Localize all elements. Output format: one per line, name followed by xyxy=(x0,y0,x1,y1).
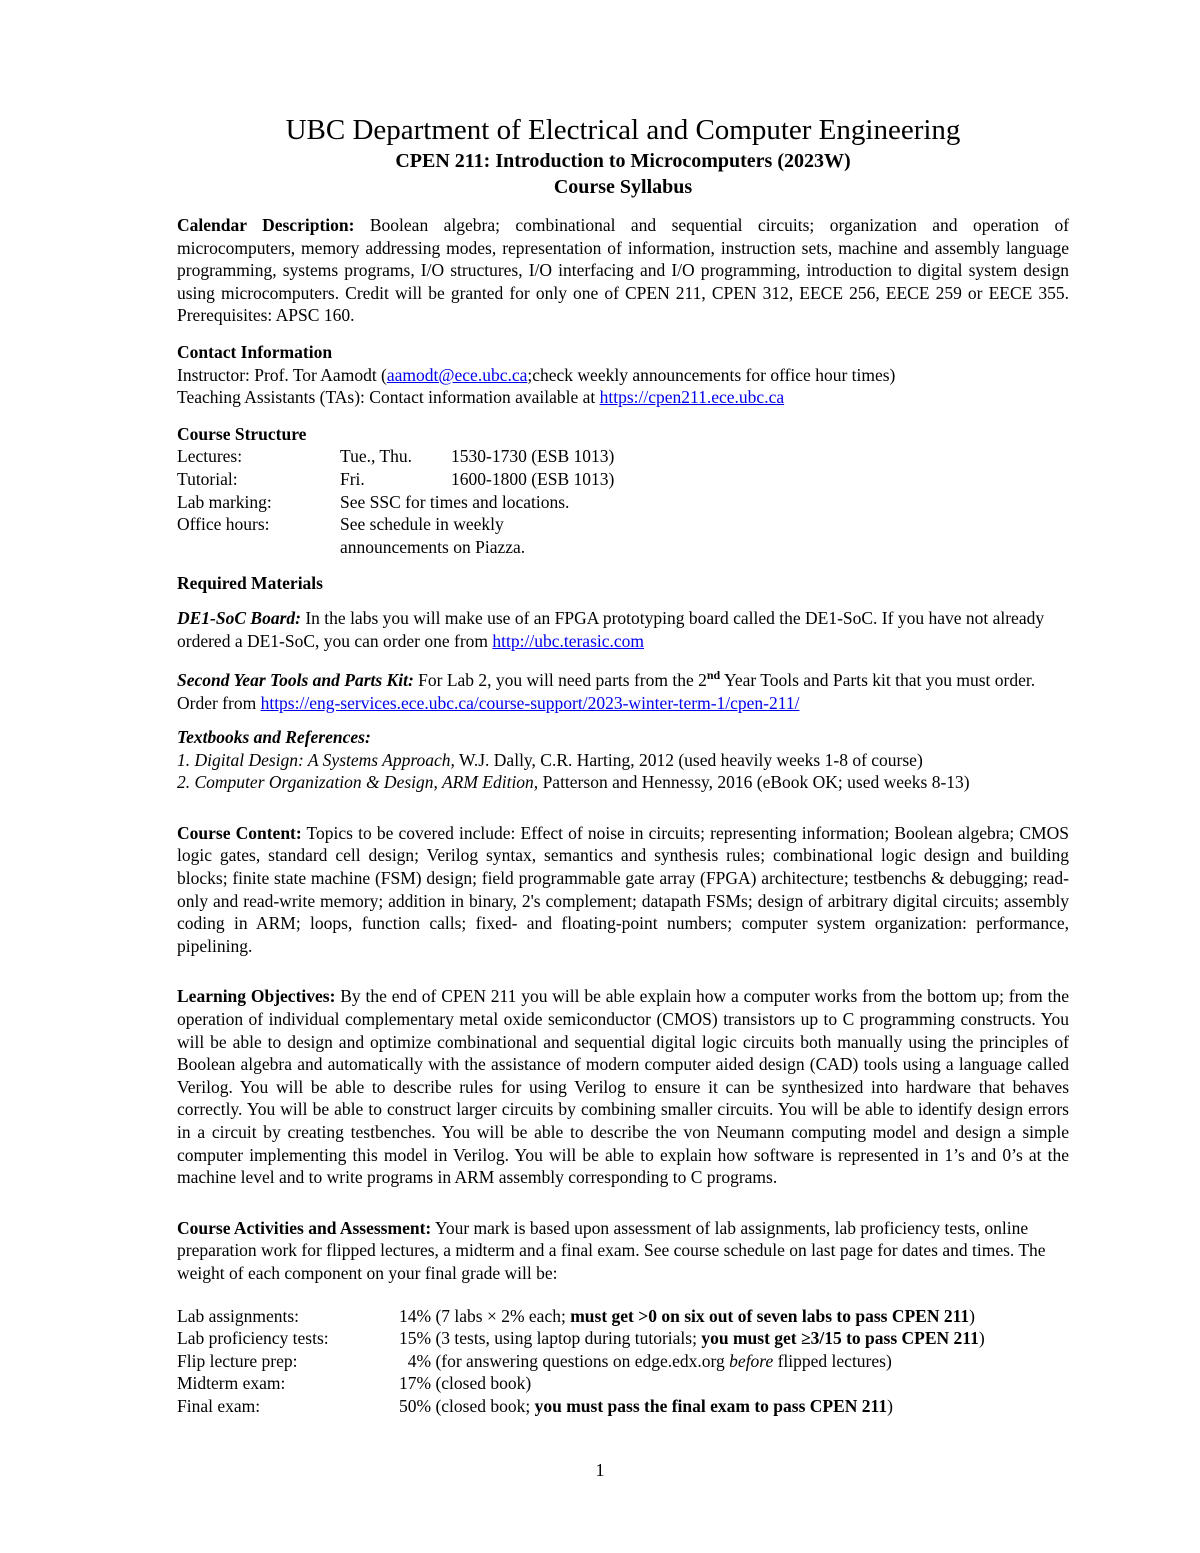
terasic-link[interactable]: http://ubc.terasic.com xyxy=(492,630,645,651)
course-structure-section xyxy=(177,423,1069,559)
structure-days: Tue., Thu. xyxy=(340,446,412,467)
calendar-label: Calendar Description: xyxy=(177,215,355,235)
kit-label: Second Year Tools and Parts Kit: xyxy=(177,669,414,690)
textbooks-paragraph xyxy=(177,726,1069,794)
reference-1-title: 1. Digital Design: A Systems Approach, xyxy=(177,749,455,770)
table-row xyxy=(177,1327,985,1350)
weight-text: 15% (3 tests, using laptop during tutorials; xyxy=(399,1328,702,1349)
structure-label: Office hours: xyxy=(177,514,270,535)
content-text: Topics to be covered include: Effect of noise in circuits; representing information; Boolean algebra; CMOS logic gates, standard cell design; Verilog syntax, semantics and synthesis rules; combinational logic design and building blocks; finite state machine (FSM) design; field programmable gate array (FPGA) architecture; testbenchs & debugging; read-only and read-write memory; addition in binary, 2's complement; datapath FSMs; design of arbitrary digital circuits; assembly coding in ARM; loops, function calls; fixed- and floating-point numbers; computer system organization: performance, pipelining. xyxy=(177,822,1069,956)
table-row xyxy=(177,1350,985,1373)
table-row xyxy=(177,1372,985,1395)
instructor-pre: Instructor: Prof. Tor Aamodt ( xyxy=(177,364,387,385)
board-paragraph xyxy=(177,607,1069,652)
page-number: 1 xyxy=(595,1460,605,1480)
weight-text: 14% (7 labs × 2% each; xyxy=(399,1305,571,1326)
assessment-component: Flip lecture prep: xyxy=(177,1350,298,1371)
assessment-table xyxy=(177,1305,985,1418)
structure-days: See schedule in weekly announcements on Piazza. xyxy=(340,514,526,557)
weight-text: 17% (closed book) xyxy=(399,1373,532,1394)
calendar-description xyxy=(177,214,1069,327)
objectives-label: Learning Objectives: xyxy=(177,986,336,1007)
materials-section xyxy=(177,572,1069,794)
table-row xyxy=(177,491,614,514)
table-row xyxy=(177,513,614,558)
structure-info: 1600-1800 (ESB 1013) xyxy=(451,468,615,489)
weight-tail: ) xyxy=(969,1305,975,1326)
document-subtitle: Course Syllabus xyxy=(553,176,693,198)
structure-days: See SSC for times and locations. xyxy=(340,491,570,512)
structure-heading: Course Structure xyxy=(177,423,307,444)
assessment-weight xyxy=(399,1327,985,1350)
board-text: In the labs you will make use of an FPGA prototyping board called the DE1-SoC. If you have not already ordered a DE1-SoC, you can order one from xyxy=(177,607,1045,651)
table-row xyxy=(177,1395,985,1418)
weight-text: 4% (for answering questions on edge.edx.org xyxy=(399,1350,730,1371)
reference-1-rest: W.J. Dally, C.R. Harting, 2012 (used heavily weeks 1-8 of course) xyxy=(454,749,923,770)
reference-2 xyxy=(177,771,1069,794)
kit-superscript: nd xyxy=(706,668,721,683)
weight-text: 50% (closed book; xyxy=(399,1395,535,1416)
ta-pre: Teaching Assistants (TAs): Contact information available at xyxy=(177,387,600,408)
kit-paragraph xyxy=(177,664,1069,714)
weight-requirement: you must get ≥3/15 to pass CPEN 211 xyxy=(701,1328,979,1349)
weight-tail: ) xyxy=(887,1395,893,1416)
assessment-section xyxy=(177,1217,1069,1285)
ta-line xyxy=(177,386,1069,409)
assessment-component: Midterm exam: xyxy=(177,1373,286,1394)
structure-table xyxy=(177,445,614,558)
reference-1 xyxy=(177,749,1069,772)
assessment-weight xyxy=(399,1350,985,1373)
assessment-component: Final exam: xyxy=(177,1395,261,1416)
syllabus-page xyxy=(177,112,1069,1418)
weight-requirement: must get >0 on six out of seven labs to pass CPEN 211 xyxy=(570,1305,970,1326)
weight-requirement: you must pass the final exam to pass CPEN 211 xyxy=(534,1395,888,1416)
document-title: UBC Department of Electrical and Computer Engineering xyxy=(285,114,961,146)
contact-section xyxy=(177,341,1069,409)
assessment-weight xyxy=(399,1372,985,1395)
instructor-line xyxy=(177,364,1069,387)
table-row xyxy=(177,1305,985,1328)
eng-services-link[interactable]: https://eng-services.ece.ubc.ca/course-support/2023-winter-term-1/cpen-211/ xyxy=(260,692,800,713)
contact-heading: Contact Information xyxy=(177,341,333,362)
calendar-text: Boolean algebra; combinational and sequential circuits; organization and operation of microcomputers, memory addressing modes, representation of information, instruction sets, machine and assembly language programming, systems programs, I/O structures, I/O interfacing and I/O programming, introduction to digital system design using microcomputers. Credit will be granted for only one of CPEN 211, CPEN 312, EECE 256, EECE 259 or EECE 355. Prerequisites: APSC 160. xyxy=(177,215,1070,326)
materials-heading: Required Materials xyxy=(177,573,323,594)
table-row xyxy=(177,468,614,491)
structure-days: Fri. xyxy=(340,468,365,489)
instructor-post: ;check weekly announcements for office hour times) xyxy=(527,364,896,385)
kit-text-post: Year Tools and Parts kit that you must order. Order from xyxy=(177,669,1036,713)
weight-tail: flipped lectures) xyxy=(773,1350,892,1371)
board-label: DE1-SoC Board: xyxy=(177,607,301,628)
structure-label: Lab marking: xyxy=(177,491,272,512)
assessment-component: Lab assignments: xyxy=(177,1305,299,1326)
content-label: Course Content: xyxy=(177,822,302,843)
instructor-email-link[interactable]: aamodt@ece.ubc.ca xyxy=(386,364,528,385)
reference-2-title: 2. Computer Organization & Design, ARM Edition, xyxy=(177,772,539,793)
textbooks-label: Textbooks and References: xyxy=(177,727,371,748)
course-content xyxy=(177,822,1069,958)
ta-website-link[interactable]: https://cpen211.ece.ubc.ca xyxy=(599,387,785,408)
assessment-label: Course Activities and Assessment: xyxy=(177,1217,432,1238)
assessment-weight xyxy=(399,1395,985,1418)
assessment-component: Lab proficiency tests: xyxy=(177,1328,329,1349)
learning-objectives xyxy=(177,985,1069,1188)
structure-info: 1530-1730 (ESB 1013) xyxy=(451,446,615,467)
assessment-text: Your mark is based upon assessment of lab assignments, lab proficiency tests, online preparation work for flipped lectures, a midterm and a final exam. See course schedule on last page for dates and times. The weight of each component on your final grade will be: xyxy=(177,1217,1046,1283)
structure-label: Lectures: xyxy=(177,446,243,467)
table-row xyxy=(177,445,614,468)
weight-tail: ) xyxy=(978,1328,985,1349)
assessment-weight xyxy=(399,1305,985,1328)
course-title: CPEN 211: Introduction to Microcomputers (2023W) xyxy=(395,150,851,172)
weight-emphasis: before xyxy=(729,1350,774,1371)
structure-label: Tutorial: xyxy=(177,468,238,489)
kit-text-pre: For Lab 2, you will need parts from the 2 xyxy=(413,669,707,690)
objectives-text: By the end of CPEN 211 you will be able explain how a computer works from the bottom up; from the operation of individual complementary metal oxide semiconductor (CMOS) transistors up to C programming constructs. You will be able to design and optimize combinational and sequential digital logic circuits both manually using the principles of Boolean algebra and automatically with the assistance of modern computer aided design (CAD) tools using a language called Verilog. You will be able to describe rules for using Verilog to ensure it can be synthesized into hardware that behaves correctly. You will be able to construct larger circuits by combining smaller circuits. You will be able to identify design errors in a circuit by creating testbenches. You will be able to describe the von Neumann computing model and design a simple computer implementing this model in Verilog. You will be able to explain how software is represented in 1’s and 0’s at the machine level and to write programs in ARM assembly corresponding to C programs. xyxy=(177,986,1069,1188)
reference-2-rest: Patterson and Hennessy, 2016 (eBook OK; used weeks 8-13) xyxy=(538,772,970,793)
